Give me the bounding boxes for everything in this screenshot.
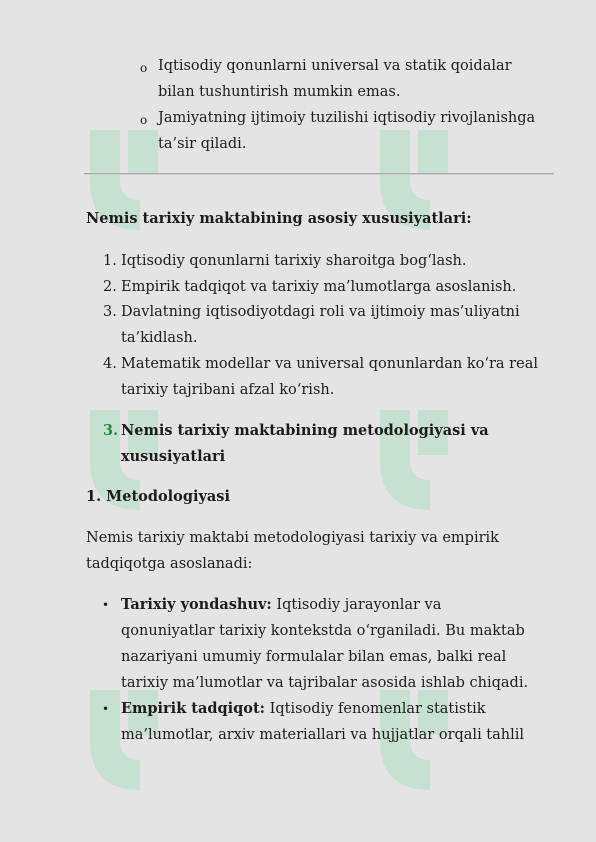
sub-bullet-text: bilan tushuntirish mumkin emas.: [158, 84, 401, 100]
subsection-heading: 1. Metodologiyasi: [86, 488, 230, 505]
paragraph-text: Nemis tarixiy maktabi metodologiyasi tarixiy va empirik: [86, 530, 499, 546]
horizontal-divider: [84, 173, 554, 175]
list-item-text: tarixiy tajribani afzal ko‘rish.: [121, 382, 335, 398]
bullet-first-line: [121, 700, 486, 718]
watermark-logo-icon: [360, 120, 470, 250]
list-number: 1.: [103, 253, 117, 269]
bullet-text: Iqtisodiy jarayonlar va: [271, 597, 442, 613]
list-item-text: Matematik modellar va universal qonunlardan ko‘ra real: [121, 356, 538, 372]
sub-bullet-text: ta’sir qiladi.: [158, 136, 247, 152]
bullet-text: qonuniyatlar tarixiy kontekstda o‘rganiladi. Bu maktab: [121, 623, 525, 639]
list-number: 3.: [103, 304, 117, 320]
section-heading: Nemis tarixiy maktabining asosiy xususiyatlari:: [86, 210, 472, 227]
bullet-marker: •: [102, 598, 110, 612]
list-item-text: Iqtisodiy qonunlarni tarixiy sharoitga bog‘lash.: [121, 253, 467, 269]
bullet-term: Empirik tadqiqot:: [121, 700, 266, 717]
section-number: 3.: [103, 422, 119, 439]
sub-bullet-text: Iqtisodiy qonunlarni universal va statik qoidalar: [158, 58, 512, 74]
bullet-first-line: [121, 596, 441, 614]
paragraph-text: tadqiqotga asoslanadi:: [86, 556, 253, 572]
bullet-term: Tarixiy yondashuv:: [121, 596, 272, 613]
bullet-text: tarixiy ma’lumotlar va tajribalar asosida ishlab chiqadi.: [121, 675, 529, 691]
list-item-text: Davlatning iqtisodiyotdagi roli va ijtimoiy mas’uliyatni: [121, 304, 520, 320]
section-title: xususiyatlari: [121, 448, 226, 465]
list-item-text: Empirik tadqiqot va tarixiy ma’lumotlarga asoslanish.: [121, 279, 517, 295]
bullet-marker: •: [102, 702, 110, 716]
bullet-text: Iqtisodiy fenomenlar statistik: [265, 701, 486, 717]
sub-bullet-text: Jamiyatning ijtimoiy tuzilishi iqtisodiy rivojlanishga: [158, 110, 536, 126]
watermark-logo-icon: [360, 400, 470, 530]
bullet-text: ma’lumotlar, arxiv materiallari va hujjatlar orqali tahlil: [121, 727, 525, 743]
section-title: Nemis tarixiy maktabining metodologiyasi va: [121, 422, 489, 439]
sub-bullet-marker: o: [140, 113, 148, 127]
list-number: 4.: [103, 356, 117, 372]
list-item-text: ta’kidlash.: [121, 330, 198, 346]
bullet-text: nazariyani umumiy formulalar bilan emas, balki real: [121, 649, 507, 665]
list-number: 2.: [103, 279, 117, 295]
sub-bullet-marker: o: [140, 61, 148, 75]
